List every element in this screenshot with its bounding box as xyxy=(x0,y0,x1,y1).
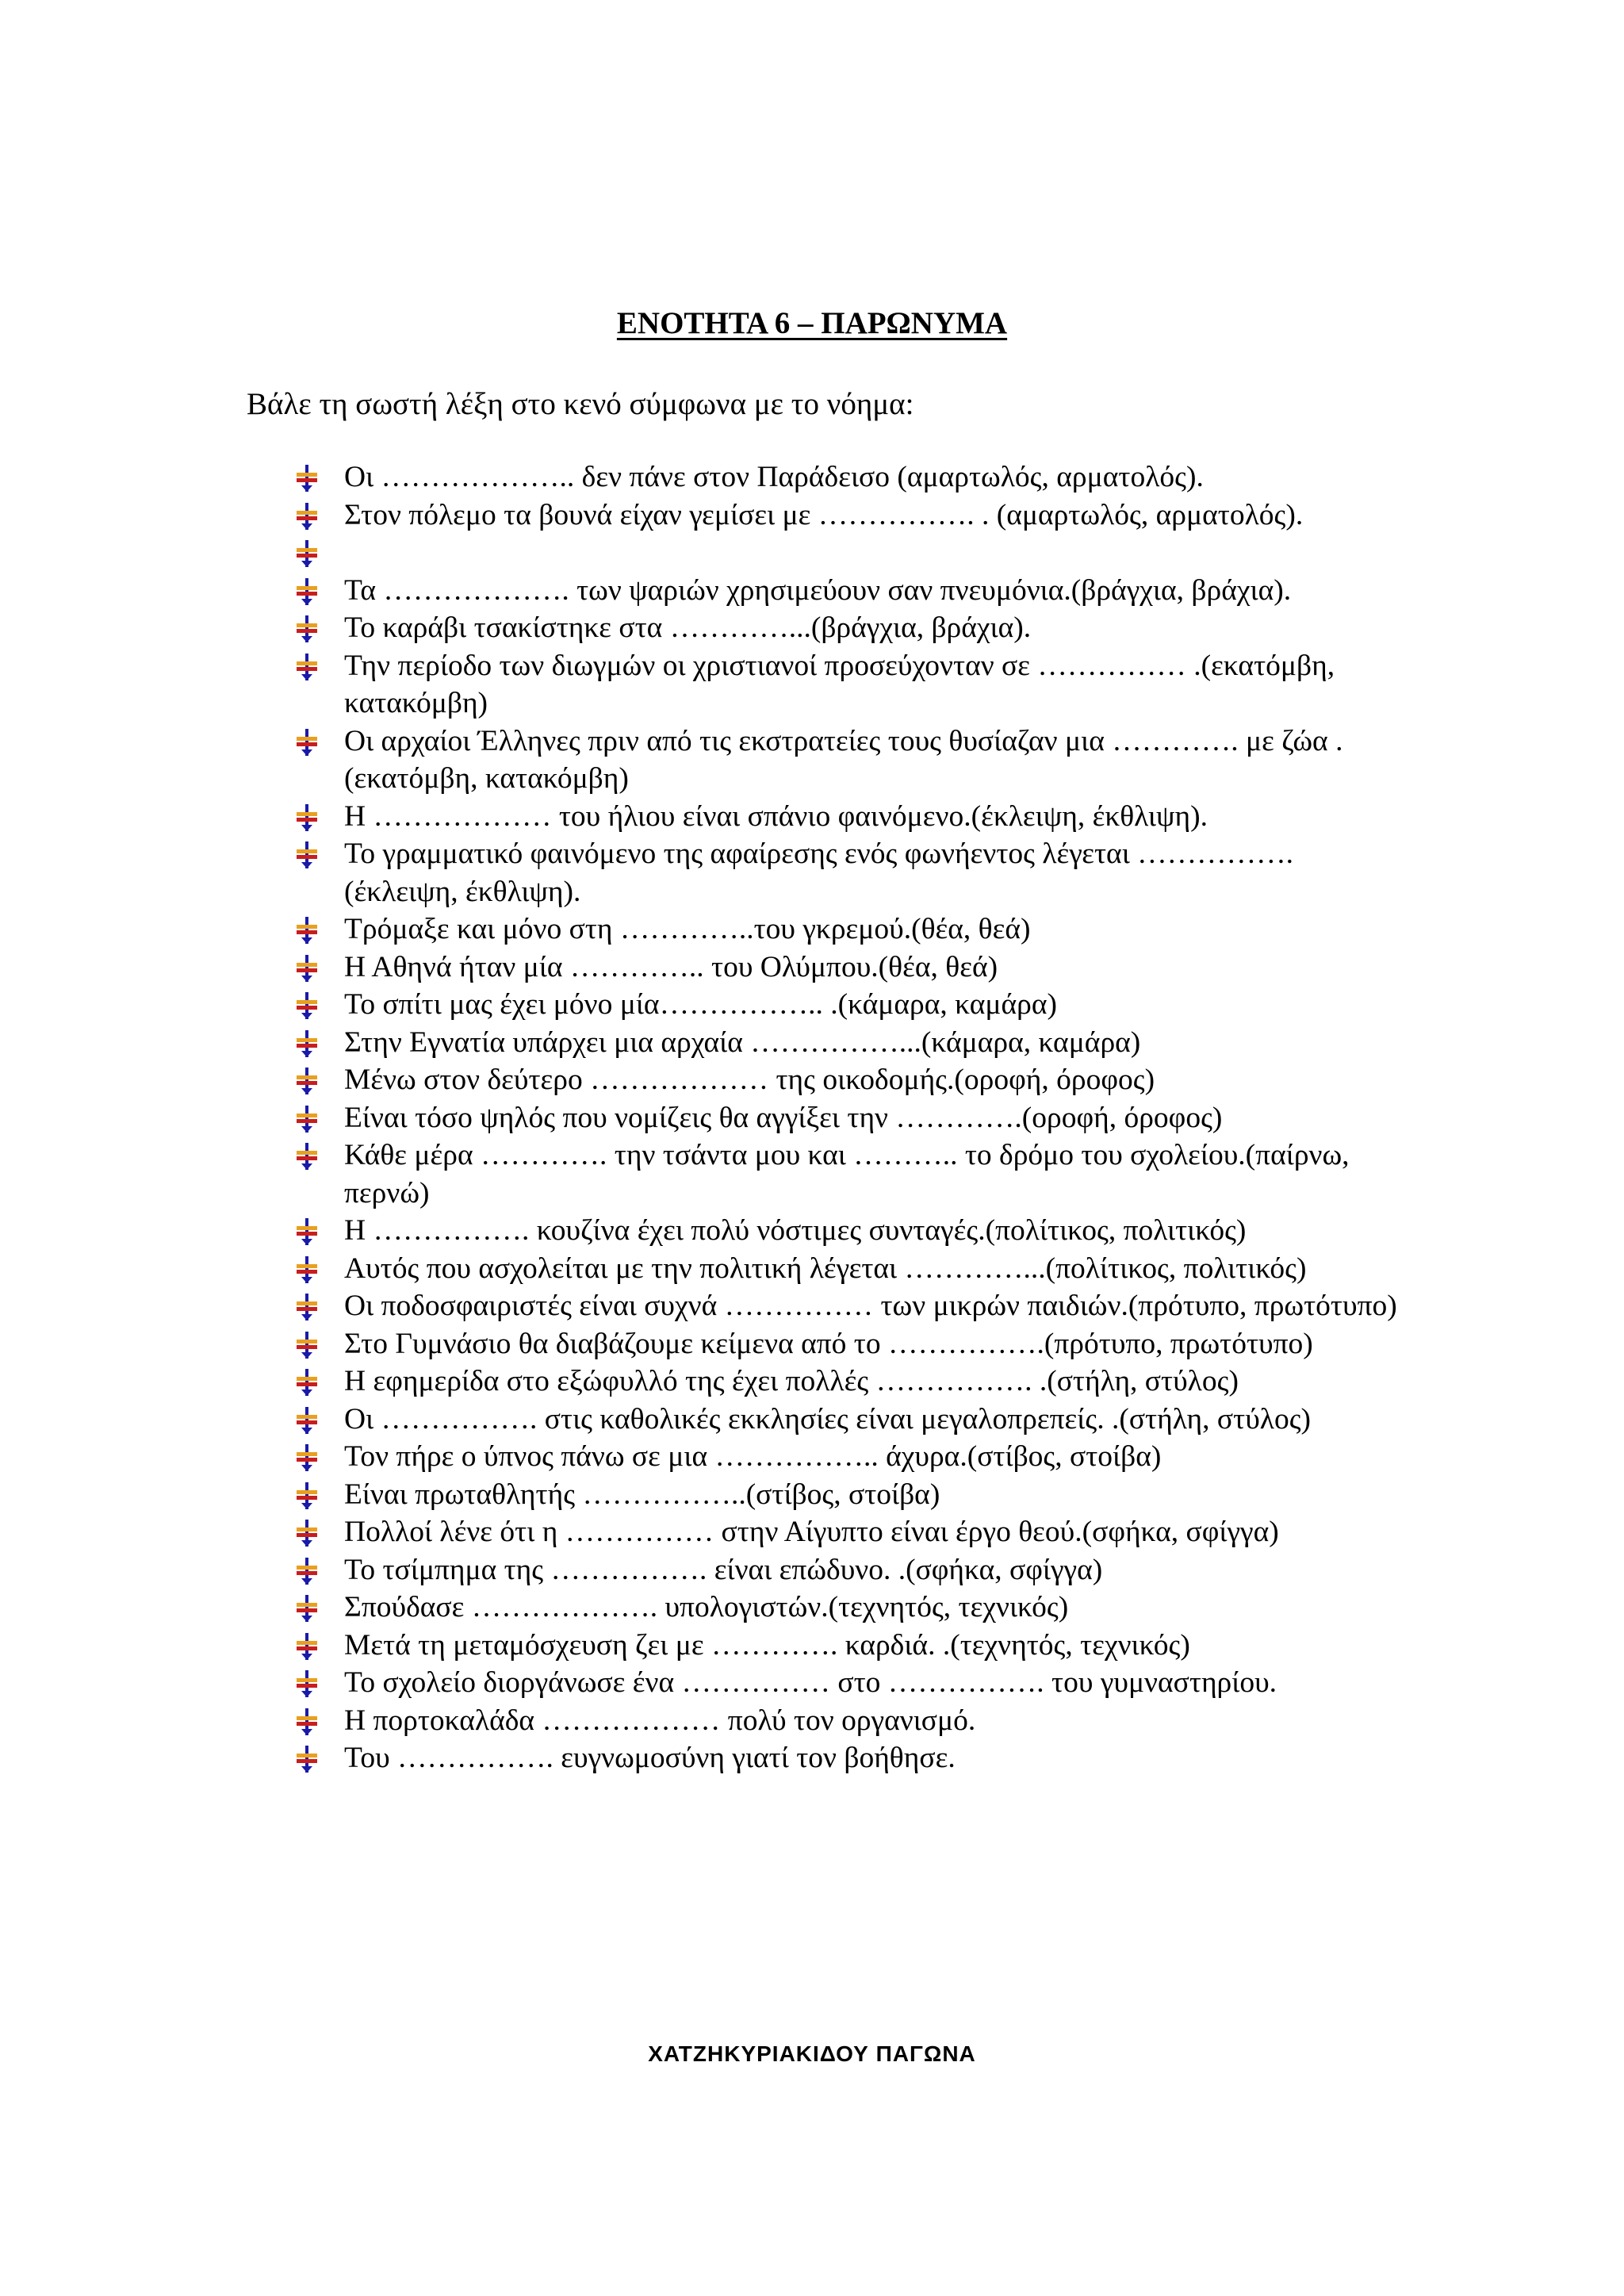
exercise-text: Του ……………. ευγνωμοσύνη γιατί τον βοήθησε. xyxy=(344,1742,956,1774)
arrow-bullet-icon xyxy=(295,1030,319,1057)
exercise-text: Το καράβι τσακίστηκε στα …………...(βράγχια, βράχια). xyxy=(344,611,1032,644)
arrow-bullet-icon xyxy=(295,1746,319,1773)
exercise-text: Είναι τόσο ψηλός που νομίζεις θα αγγίξει την ………….(οροφή, όροφος) xyxy=(344,1101,1223,1134)
exercise-item xyxy=(295,1513,1397,1551)
exercise-text: Οι ποδοσφαιριστές είναι συχνά …………… των μικρών παιδιών.(πρότυπο, πρωτότυπο) xyxy=(344,1290,1397,1322)
exercise-text: Οι ……………….. δεν πάνε στον Παράδεισο (αμαρτωλός, αρματολός). xyxy=(344,461,1204,493)
arrow-bullet-icon xyxy=(295,917,319,944)
arrow-bullet-icon xyxy=(295,1068,319,1094)
instruction-text: Βάλε τη σωστή λέξη στο κενό σύμφωνα με το νόημα: xyxy=(247,387,914,421)
exercise-item xyxy=(295,534,1397,572)
exercise-text: Την περίοδο των διωγμών οι χριστιανοί προσεύχονταν σε …………… .(εκατόμβη, κατακόμβη) xyxy=(344,649,1335,719)
arrow-bullet-icon xyxy=(295,1407,319,1434)
arrow-bullet-icon xyxy=(295,1520,319,1547)
exercise-item xyxy=(295,609,1397,647)
arrow-bullet-icon xyxy=(295,729,319,756)
exercise-item xyxy=(295,1664,1397,1702)
exercise-text: Τον πήρε ο ύπνος πάνω σε μια …………….. άχυρα.(στίβος, στοίβα) xyxy=(344,1440,1162,1473)
exercise-text: Κάθε μέρα …………. την τσάντα μου και ……….. το δρόμο του σχολείου.(παίρνω, περνώ) xyxy=(344,1139,1350,1209)
exercise-text: Η Αθηνά ήταν μία ………….. του Ολύμπου.(θέα, θεά) xyxy=(344,950,998,983)
exercise-item xyxy=(295,798,1397,836)
exercise-text: Στο Γυμνάσιο θα διαβάζουμε κείμενα από το …………….(πρότυπο, πρωτότυπο) xyxy=(344,1327,1313,1360)
arrow-bullet-icon xyxy=(295,804,319,831)
exercise-text: Το γραμματικό φαινόμενο της αφαίρεσης ενός φωνήεντος λέγεται …………….(έκλειψη, έκθλιψη). xyxy=(344,838,1294,908)
arrow-bullet-icon xyxy=(295,1106,319,1133)
exercise-item xyxy=(295,647,1397,723)
exercise-text: Το σπίτι μας έχει μόνο μία…………….. .(κάμαρα, καμάρα) xyxy=(344,988,1057,1021)
exercise-item xyxy=(295,949,1397,987)
exercise-item xyxy=(295,1627,1397,1665)
exercise-text: Στην Εγνατία υπάρχει μια αρχαία ……………...(κάμαρα, καμάρα) xyxy=(344,1025,1141,1059)
arrow-bullet-icon xyxy=(295,465,319,492)
exercise-text: Σπούδασε ………………. υπολογιστών.(τεχνητός, τεχνικός) xyxy=(344,1591,1069,1623)
arrow-bullet-icon xyxy=(295,1294,319,1320)
exercise-item xyxy=(295,458,1397,496)
arrow-bullet-icon xyxy=(295,1633,319,1660)
arrow-bullet-icon xyxy=(295,1218,319,1245)
exercise-text: Μετά τη μεταμόσχευση ζει με …………. καρδιά. .(τεχνητός, τεχνικός) xyxy=(344,1628,1190,1662)
exercise-text: Στον πόλεμο τα βουνά είχαν γεμίσει με ……………. . (αμαρτωλός, αρματολός). xyxy=(344,498,1304,531)
arrow-bullet-icon xyxy=(295,1369,319,1396)
exercise-item xyxy=(295,1401,1397,1439)
exercise-item xyxy=(295,1551,1397,1589)
exercise-text: Η ……………. κουζίνα έχει πολύ νόστιμες συνταγές.(πολίτικος, πολιτικός) xyxy=(344,1214,1247,1247)
exercise-item xyxy=(295,1212,1397,1250)
arrow-bullet-icon xyxy=(295,1143,319,1170)
exercise-text: Το σχολείο διοργάνωσε ένα …………… στο ……………. του γυμναστηρίου. xyxy=(344,1666,1277,1699)
arrow-bullet-icon xyxy=(295,615,319,642)
arrow-bullet-icon xyxy=(295,1444,319,1471)
arrow-bullet-icon xyxy=(295,540,319,567)
exercise-item xyxy=(295,1287,1397,1325)
arrow-bullet-icon xyxy=(295,1482,319,1509)
exercise-item xyxy=(295,910,1397,949)
exercise-item xyxy=(295,1476,1397,1514)
arrow-bullet-icon xyxy=(295,1595,319,1622)
exercise-text xyxy=(344,536,351,569)
exercise-item xyxy=(295,835,1397,910)
page-title-text: ΕΝΟΤΗΤΑ 6 – ΠΑΡΩΝΥΜΑ xyxy=(616,306,1008,340)
author-footer: ΧΑΤΖΗΚΥΡΙΑΚΙΔΟΥ ΠΑΓΩΝΑ xyxy=(648,2041,976,2066)
arrow-bullet-icon xyxy=(295,1708,319,1735)
arrow-bullet-icon xyxy=(295,1332,319,1359)
exercise-item xyxy=(295,1438,1397,1476)
exercise-item xyxy=(295,1325,1397,1363)
exercise-text: Η πορτοκαλάδα ……………… πολύ τον οργανισμό. xyxy=(344,1704,976,1737)
exercise-list xyxy=(295,458,1397,1777)
exercise-text: Πολλοί λένε ότι η …………… στην Αίγυπτο είναι έργο θεού.(σφήκα, σφίγγα) xyxy=(344,1516,1279,1548)
exercise-item xyxy=(295,723,1397,798)
arrow-bullet-icon xyxy=(295,578,319,605)
arrow-bullet-icon xyxy=(295,1670,319,1697)
exercise-text: Οι αρχαίοι Έλληνες πριν από τις εκστρατείες τους θυσίαζαν μια …………. με ζώα .(εκατόμβη, κατακόμβη) xyxy=(344,724,1343,795)
page-title xyxy=(0,305,1624,341)
exercise-text: Τα ………………. των ψαριών χρησιμεύουν σαν πνευμόνια.(βράγχια, βράχια). xyxy=(344,573,1292,607)
arrow-bullet-icon xyxy=(295,503,319,530)
exercise-text: Μένω στον δεύτερο ……………… της οικοδομής.(οροφή, όροφος) xyxy=(344,1064,1155,1096)
exercise-item xyxy=(295,1024,1397,1062)
exercise-text: Είναι πρωταθλητής ……………..(στίβος, στοίβα) xyxy=(344,1478,940,1511)
exercise-item xyxy=(295,572,1397,610)
arrow-bullet-icon xyxy=(295,955,319,982)
exercise-item xyxy=(295,1363,1397,1401)
exercise-text: Η ……………… του ήλιου είναι σπάνιο φαινόμενο.(έκλειψη, έκθλιψη). xyxy=(344,799,1208,833)
arrow-bullet-icon xyxy=(295,1558,319,1585)
exercise-text: Οι ……………. στις καθολικές εκκλησίες είναι μεγαλοπρεπείς. .(στήλη, στύλος) xyxy=(344,1402,1312,1435)
arrow-bullet-icon xyxy=(295,841,319,868)
arrow-bullet-icon xyxy=(295,654,319,680)
exercise-text: Αυτός που ασχολείται με την πολιτική λέγεται …………...(πολίτικος, πολιτικός) xyxy=(344,1251,1307,1285)
arrow-bullet-icon xyxy=(295,992,319,1019)
exercise-item xyxy=(295,1137,1397,1212)
exercise-item xyxy=(295,1061,1397,1099)
exercise-item xyxy=(295,1099,1397,1137)
exercise-item xyxy=(295,1250,1397,1288)
exercise-item xyxy=(295,1589,1397,1627)
exercise-text: Τρόμαξε και μόνο στη …………..του γκρεμού.(θέα, θεά) xyxy=(344,913,1031,945)
exercise-item xyxy=(295,1739,1397,1777)
arrow-bullet-icon xyxy=(295,1256,319,1283)
exercise-item xyxy=(295,496,1397,535)
exercise-text: Το τσίμπημα της ……………. είναι επώδυνο. .(σφήκα, σφίγγα) xyxy=(344,1553,1103,1586)
exercise-text: Η εφημερίδα στο εξώφυλλό της έχει πολλές ……………. .(στήλη, στύλος) xyxy=(344,1365,1239,1397)
exercise-item xyxy=(295,1702,1397,1740)
exercise-item xyxy=(295,986,1397,1024)
